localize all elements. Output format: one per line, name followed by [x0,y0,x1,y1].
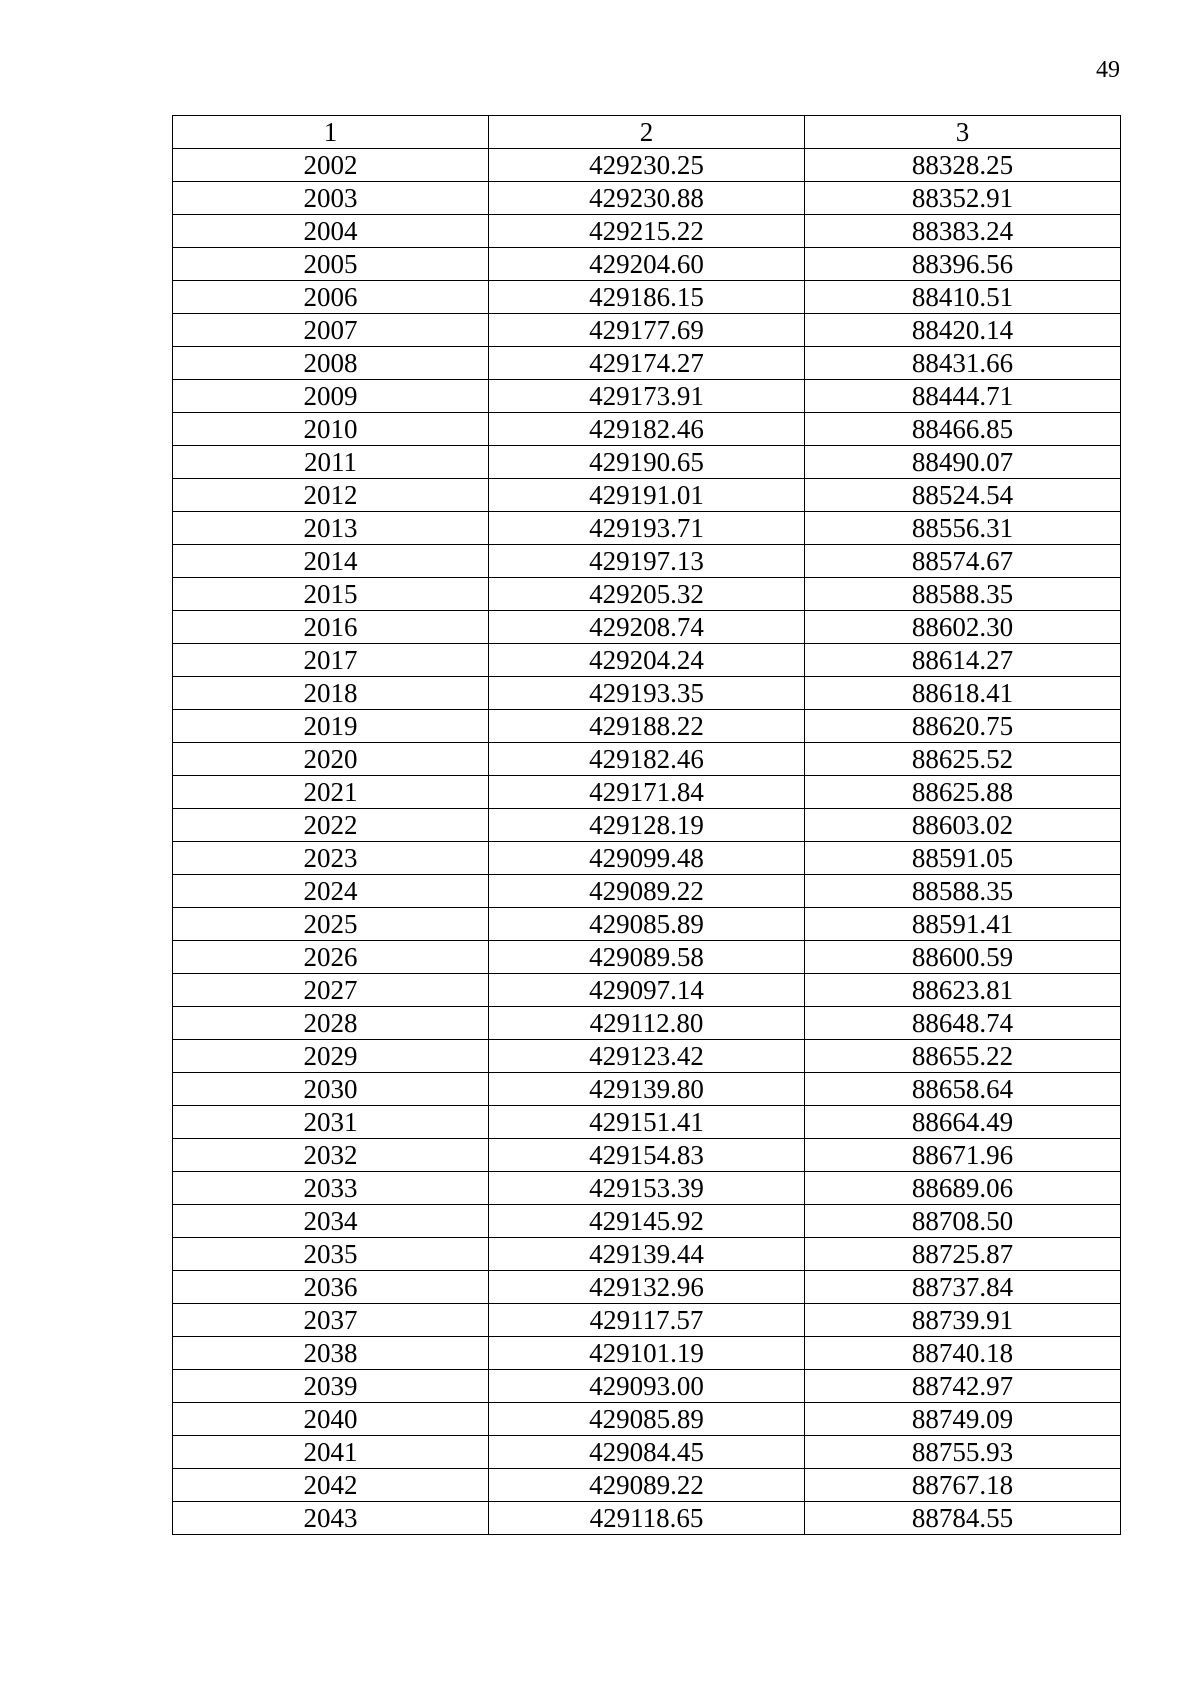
y-coordinate-cell: 88742.97 [805,1370,1121,1403]
table-row [173,1040,1121,1073]
y-coordinate-cell: 88602.30 [805,611,1121,644]
point-number-cell: 2014 [173,545,489,578]
table-row [173,1337,1121,1370]
y-coordinate-cell: 88755.93 [805,1436,1121,1469]
point-number-cell: 2009 [173,380,489,413]
table-row [173,1172,1121,1205]
point-number-cell: 2040 [173,1403,489,1436]
x-coordinate-cell: 429085.89 [489,908,805,941]
y-coordinate-cell: 88591.05 [805,842,1121,875]
y-coordinate-cell: 88431.66 [805,347,1121,380]
point-number-cell: 2035 [173,1238,489,1271]
table-row [173,842,1121,875]
table-row [173,1073,1121,1106]
point-number-cell: 2041 [173,1436,489,1469]
x-coordinate-cell: 429215.22 [489,215,805,248]
x-coordinate-cell: 429085.89 [489,1403,805,1436]
x-coordinate-cell: 429174.27 [489,347,805,380]
x-coordinate-cell: 429186.15 [489,281,805,314]
y-coordinate-cell: 88588.35 [805,875,1121,908]
y-coordinate-cell: 88591.41 [805,908,1121,941]
x-coordinate-cell: 429188.22 [489,710,805,743]
table-row [173,545,1121,578]
y-coordinate-cell: 88600.59 [805,941,1121,974]
x-coordinate-cell: 429118.65 [489,1502,805,1535]
x-coordinate-cell: 429123.42 [489,1040,805,1073]
x-coordinate-cell: 429089.22 [489,875,805,908]
x-coordinate-cell: 429154.83 [489,1139,805,1172]
point-number-cell: 2004 [173,215,489,248]
x-coordinate-cell: 429139.44 [489,1238,805,1271]
x-coordinate-cell: 429193.71 [489,512,805,545]
y-coordinate-cell: 88689.06 [805,1172,1121,1205]
table-row [173,281,1121,314]
point-number-cell: 2011 [173,446,489,479]
point-number-cell: 2036 [173,1271,489,1304]
table-row [173,1403,1121,1436]
table-row [173,347,1121,380]
y-coordinate-cell: 88655.22 [805,1040,1121,1073]
x-coordinate-cell: 429112.80 [489,1007,805,1040]
table-row [173,809,1121,842]
column-header-3: 3 [805,116,1121,149]
y-coordinate-cell: 88420.14 [805,314,1121,347]
table-row [173,1007,1121,1040]
table-row [173,743,1121,776]
point-number-cell: 2032 [173,1139,489,1172]
point-number-cell: 2007 [173,314,489,347]
x-coordinate-cell: 429173.91 [489,380,805,413]
x-coordinate-cell: 429171.84 [489,776,805,809]
x-coordinate-cell: 429191.01 [489,479,805,512]
point-number-cell: 2026 [173,941,489,974]
x-coordinate-cell: 429128.19 [489,809,805,842]
point-number-cell: 2012 [173,479,489,512]
x-coordinate-cell: 429230.88 [489,182,805,215]
x-coordinate-cell: 429117.57 [489,1304,805,1337]
x-coordinate-cell: 429089.58 [489,941,805,974]
x-coordinate-cell: 429204.24 [489,644,805,677]
point-number-cell: 2003 [173,182,489,215]
point-number-cell: 2008 [173,347,489,380]
x-coordinate-cell: 429089.22 [489,1469,805,1502]
table-row [173,248,1121,281]
x-coordinate-cell: 429177.69 [489,314,805,347]
table-row [173,149,1121,182]
y-coordinate-cell: 88648.74 [805,1007,1121,1040]
table-row [173,710,1121,743]
table-row [173,1139,1121,1172]
x-coordinate-cell: 429099.48 [489,842,805,875]
x-coordinate-cell: 429139.80 [489,1073,805,1106]
table-row [173,611,1121,644]
point-number-cell: 2025 [173,908,489,941]
table-body [173,149,1121,1535]
point-number-cell: 2005 [173,248,489,281]
x-coordinate-cell: 429230.25 [489,149,805,182]
table-row [173,578,1121,611]
y-coordinate-cell: 88749.09 [805,1403,1121,1436]
point-number-cell: 2017 [173,644,489,677]
x-coordinate-cell: 429151.41 [489,1106,805,1139]
table-row [173,908,1121,941]
table-row [173,1469,1121,1502]
point-number-cell: 2013 [173,512,489,545]
y-coordinate-cell: 88444.71 [805,380,1121,413]
y-coordinate-cell: 88767.18 [805,1469,1121,1502]
point-number-cell: 2006 [173,281,489,314]
x-coordinate-cell: 429101.19 [489,1337,805,1370]
y-coordinate-cell: 88410.51 [805,281,1121,314]
table-row [173,677,1121,710]
point-number-cell: 2043 [173,1502,489,1535]
x-coordinate-cell: 429153.39 [489,1172,805,1205]
y-coordinate-cell: 88625.52 [805,743,1121,776]
x-coordinate-cell: 429190.65 [489,446,805,479]
table-header-row [173,116,1121,149]
point-number-cell: 2034 [173,1205,489,1238]
x-coordinate-cell: 429132.96 [489,1271,805,1304]
y-coordinate-cell: 88614.27 [805,644,1121,677]
x-coordinate-cell: 429093.00 [489,1370,805,1403]
y-coordinate-cell: 88625.88 [805,776,1121,809]
page-number: 49 [1096,57,1120,83]
y-coordinate-cell: 88658.64 [805,1073,1121,1106]
table-row [173,314,1121,347]
y-coordinate-cell: 88524.54 [805,479,1121,512]
table-row [173,1304,1121,1337]
point-number-cell: 2020 [173,743,489,776]
column-header-1: 1 [173,116,489,149]
x-coordinate-cell: 429204.60 [489,248,805,281]
table-row [173,1238,1121,1271]
table-row [173,380,1121,413]
point-number-cell: 2038 [173,1337,489,1370]
table-row [173,215,1121,248]
y-coordinate-cell: 88396.56 [805,248,1121,281]
y-coordinate-cell: 88671.96 [805,1139,1121,1172]
y-coordinate-cell: 88352.91 [805,182,1121,215]
point-number-cell: 2021 [173,776,489,809]
point-number-cell: 2015 [173,578,489,611]
y-coordinate-cell: 88725.87 [805,1238,1121,1271]
y-coordinate-cell: 88620.75 [805,710,1121,743]
coordinates-table [172,115,1121,1535]
y-coordinate-cell: 88740.18 [805,1337,1121,1370]
table-row [173,974,1121,1007]
y-coordinate-cell: 88708.50 [805,1205,1121,1238]
point-number-cell: 2037 [173,1304,489,1337]
point-number-cell: 2031 [173,1106,489,1139]
table-row [173,446,1121,479]
y-coordinate-cell: 88490.07 [805,446,1121,479]
x-coordinate-cell: 429193.35 [489,677,805,710]
y-coordinate-cell: 88603.02 [805,809,1121,842]
y-coordinate-cell: 88588.35 [805,578,1121,611]
table-row [173,413,1121,446]
table-row [173,1370,1121,1403]
x-coordinate-cell: 429084.45 [489,1436,805,1469]
table-row [173,776,1121,809]
x-coordinate-cell: 429145.92 [489,1205,805,1238]
table-row [173,512,1121,545]
y-coordinate-cell: 88466.85 [805,413,1121,446]
y-coordinate-cell: 88618.41 [805,677,1121,710]
point-number-cell: 2027 [173,974,489,1007]
point-number-cell: 2018 [173,677,489,710]
table-row [173,479,1121,512]
column-header-2: 2 [489,116,805,149]
y-coordinate-cell: 88737.84 [805,1271,1121,1304]
point-number-cell: 2023 [173,842,489,875]
point-number-cell: 2030 [173,1073,489,1106]
table-row [173,1436,1121,1469]
table-row [173,1205,1121,1238]
y-coordinate-cell: 88664.49 [805,1106,1121,1139]
y-coordinate-cell: 88784.55 [805,1502,1121,1535]
table-row [173,875,1121,908]
x-coordinate-cell: 429197.13 [489,545,805,578]
table-row [173,1502,1121,1535]
y-coordinate-cell: 88556.31 [805,512,1121,545]
point-number-cell: 2022 [173,809,489,842]
table-row [173,182,1121,215]
table-row [173,644,1121,677]
x-coordinate-cell: 429208.74 [489,611,805,644]
y-coordinate-cell: 88623.81 [805,974,1121,1007]
point-number-cell: 2016 [173,611,489,644]
table-row [173,1106,1121,1139]
point-number-cell: 2010 [173,413,489,446]
table-row [173,941,1121,974]
table-row [173,1271,1121,1304]
point-number-cell: 2042 [173,1469,489,1502]
y-coordinate-cell: 88574.67 [805,545,1121,578]
point-number-cell: 2039 [173,1370,489,1403]
point-number-cell: 2024 [173,875,489,908]
point-number-cell: 2029 [173,1040,489,1073]
x-coordinate-cell: 429097.14 [489,974,805,1007]
y-coordinate-cell: 88383.24 [805,215,1121,248]
point-number-cell: 2028 [173,1007,489,1040]
x-coordinate-cell: 429182.46 [489,413,805,446]
point-number-cell: 2033 [173,1172,489,1205]
point-number-cell: 2019 [173,710,489,743]
x-coordinate-cell: 429205.32 [489,578,805,611]
point-number-cell: 2002 [173,149,489,182]
y-coordinate-cell: 88328.25 [805,149,1121,182]
x-coordinate-cell: 429182.46 [489,743,805,776]
y-coordinate-cell: 88739.91 [805,1304,1121,1337]
